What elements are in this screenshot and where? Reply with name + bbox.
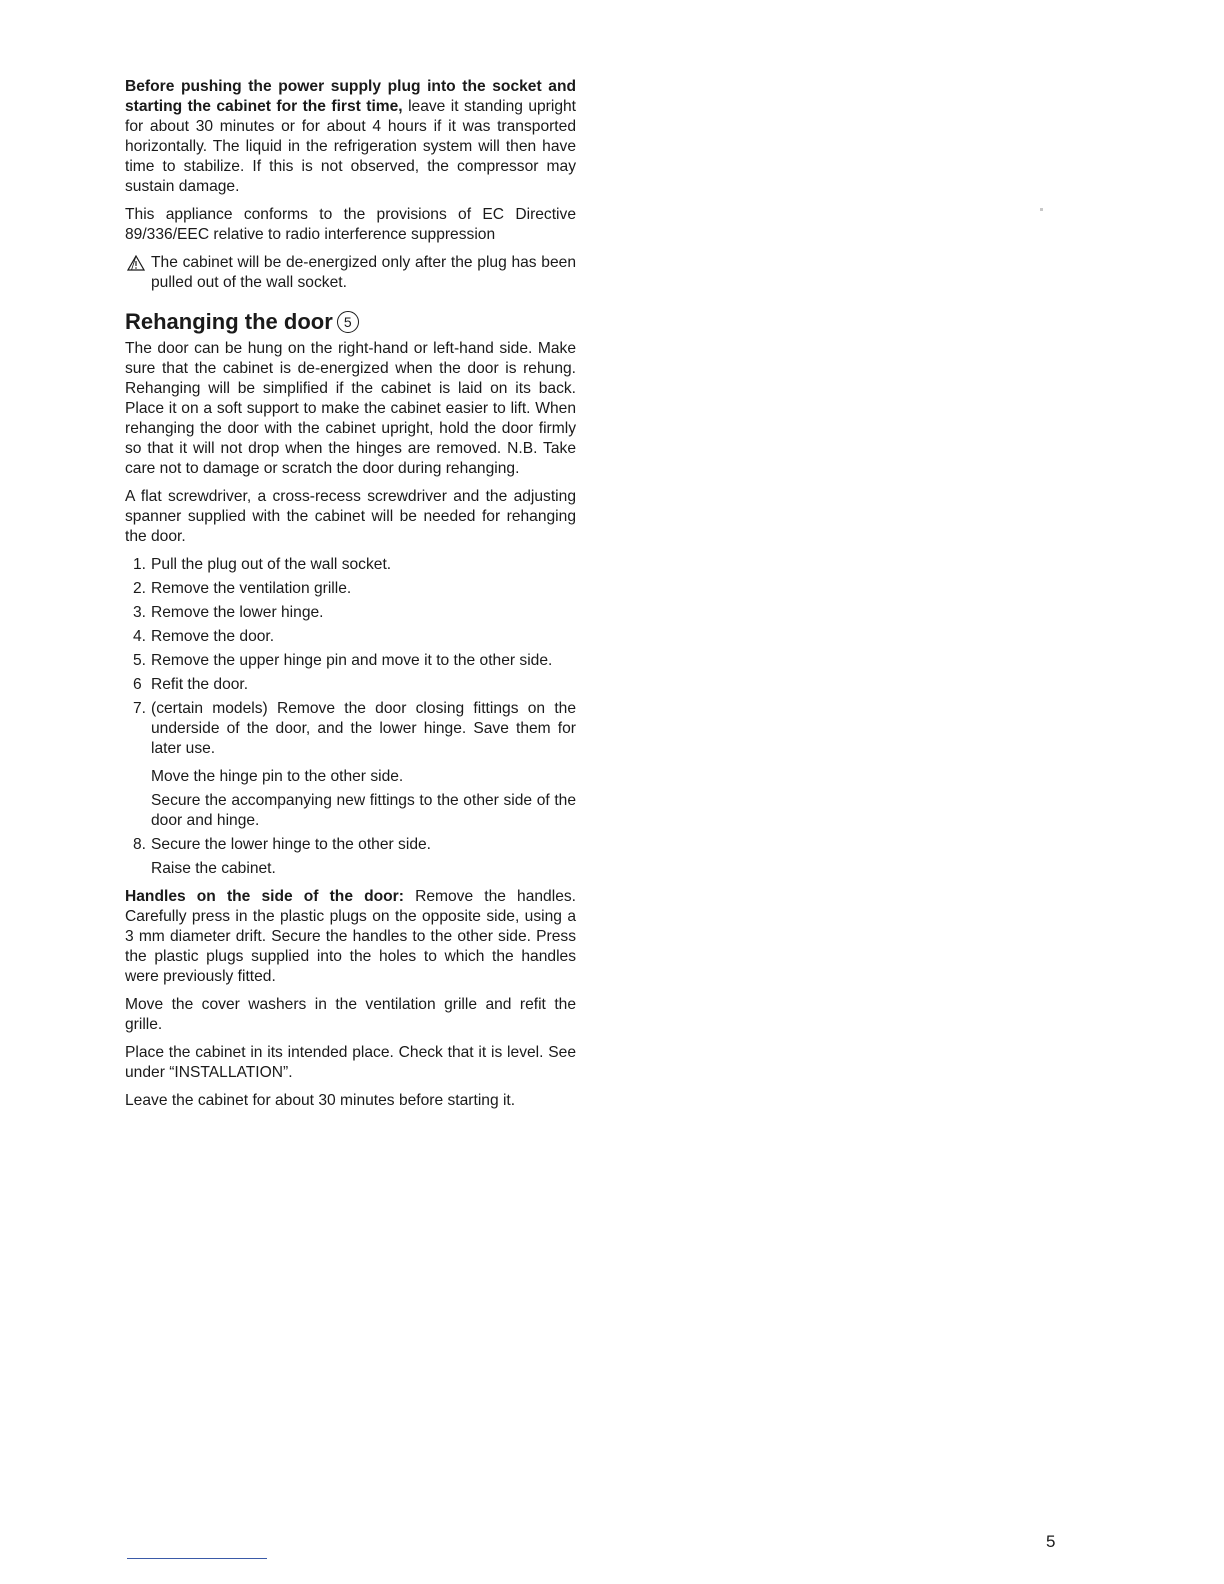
list-item (125, 603, 576, 623)
list-item (125, 555, 576, 575)
page-number: 5 (1046, 1532, 1056, 1551)
intro-bold-lead: Before pushing the power supply plug into the socket and starting the cabinet for the first time, (125, 78, 576, 115)
rehang-paragraph-2: A flat screwdriver, a cross-recess screwdriver and the adjusting spanner supplied with the cabinet will be needed for rehanging the door. (125, 488, 576, 545)
list-item (125, 699, 576, 759)
intro-text: leave it standing upright for about 30 minutes or for about 4 hours if it was transported horizontally. The liquid in the refrigeration system will then have time to stabilize. If this is not observed, the compressor may sustain damage. (125, 98, 576, 195)
step-text: Refit the door. (151, 676, 249, 693)
list-item (125, 835, 576, 855)
intro-paragraph (125, 77, 576, 197)
step-text: Remove the upper hinge pin and move it to the other side. (151, 652, 553, 669)
list-item (125, 627, 576, 647)
warning-text: The cabinet will be de-energized only after the plug has been pulled out of the wall socket. (151, 254, 576, 291)
list-item (125, 675, 576, 695)
footer-rule (127, 1558, 267, 1559)
list-item (125, 651, 576, 671)
step-number: 6 (133, 676, 142, 693)
step-number: 5. (133, 652, 147, 669)
steps-list (125, 555, 576, 759)
section-title (125, 309, 576, 335)
step-number: 4. (133, 628, 147, 645)
step-text: Remove the ventilation grille. (151, 580, 352, 597)
washers-paragraph: Move the cover washers in the ventilation grille and refit the grille. (125, 996, 576, 1033)
step-number: 2. (133, 580, 147, 597)
place-paragraph: Place the cabinet in its intended place. Check that it is level. See under “INSTALLATION”. (125, 1044, 576, 1081)
step-text: (certain models) Remove the door closing fittings on the underside of the door, and the lower hinge. Save them for later use. (151, 700, 576, 757)
step-text: Remove the door. (151, 628, 275, 645)
step-number: 1. (133, 556, 147, 573)
warning-triangle-icon (127, 255, 145, 271)
step7-sub-2: Secure the accompanying new fittings to the other side of the door and hinge. (151, 792, 576, 829)
step-text: Remove the lower hinge. (151, 604, 324, 621)
handles-text: Remove the handles. Carefully press in the plastic plugs on the opposite side, using a 3 mm diameter drift. Secure the handles to the other side. Press the plastic plugs supplied into the holes to which the handles were previously fitted. (125, 888, 576, 985)
handles-bold-lead: Handles on the side of the door: (125, 888, 404, 905)
step-text: Secure the lower hinge to the other side. (151, 836, 431, 853)
directive-paragraph: This appliance conforms to the provisions of EC Directive 89/336/EEC relative to radio interference suppression (125, 206, 576, 243)
steps-list-continued (125, 835, 576, 855)
step-text: Pull the plug out of the wall socket. (151, 556, 392, 573)
warning-note (125, 253, 576, 293)
step8-sub: Raise the cabinet. (151, 860, 276, 877)
step-number: 7. (133, 700, 147, 717)
step-number: 8. (133, 836, 147, 853)
step-number: 3. (133, 604, 147, 621)
leave-paragraph: Leave the cabinet for about 30 minutes before starting it. (125, 1092, 516, 1109)
section-title-text: Rehanging the door (125, 309, 333, 334)
list-item (125, 579, 576, 599)
text-column (125, 77, 576, 1119)
step7-sub-1: Move the hinge pin to the other side. (151, 768, 404, 785)
rehang-paragraph-1: The door can be hung on the right-hand or left-hand side. Make sure that the cabinet is de-energized when the door is rehung. Rehanging will be simplified if the cabinet is laid on its back. Place it on a soft support to make the cabinet easier to lift. When rehanging the door with the cabinet upright, hold the door firmly so that it will not drop when the hinges are removed. N.B. Take care not to damage or scratch the door during rehanging. (125, 340, 576, 477)
scan-speck (1040, 208, 1043, 211)
circled-number-icon: 5 (337, 311, 359, 333)
handles-paragraph (125, 887, 576, 987)
